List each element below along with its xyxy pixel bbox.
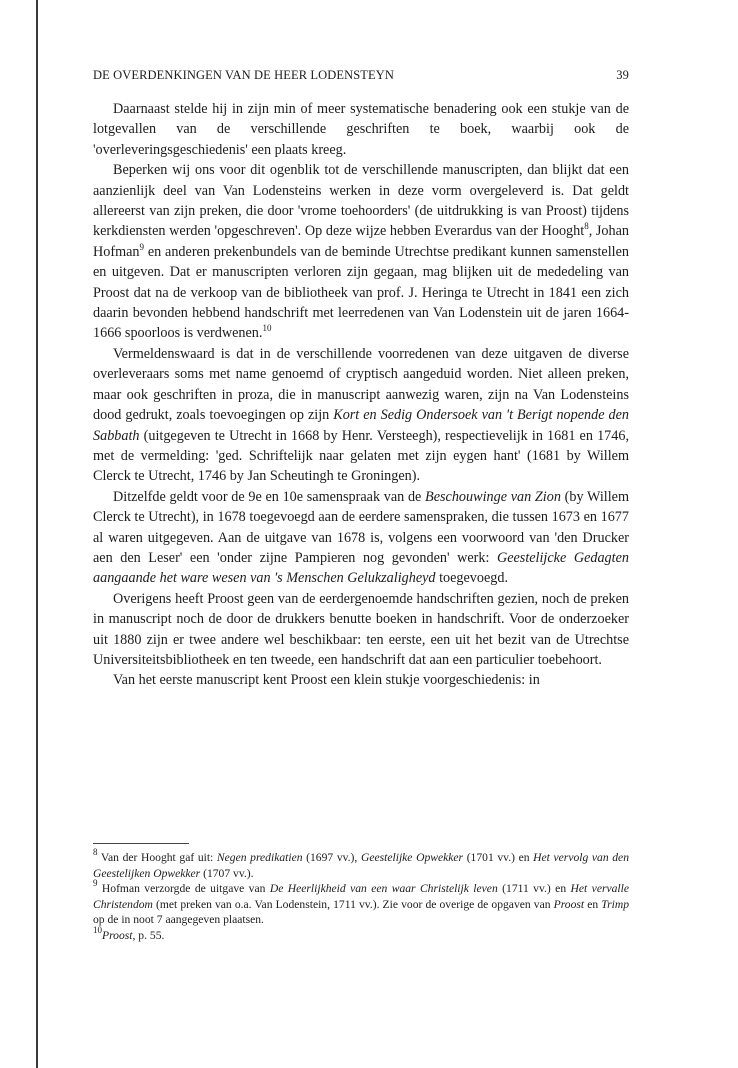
footnote-mark: 9: [93, 878, 98, 889]
page-header: [93, 68, 629, 86]
footnote-ref-9: 9: [139, 241, 144, 252]
page-number: 39: [616, 68, 629, 82]
paragraph-5: Overigens heeft Proost geen van de eerdergenoemde handschriften gezien, noch de preken in manuscript noch de door de drukkers benutte boeken in handschrift. Voor de onderzoeker uit 1880 zijn er twee andere wel beschikbaar: ten eerste, een uit het bezit van de Utrechtse Universiteitsbibliotheek en ten tweede, een handschrift dat aan een particulier toebehoort.: [93, 590, 629, 668]
book-title: Beschouwinge van Zion: [425, 488, 561, 505]
body-text: [93, 99, 629, 691]
running-title: DE OVERDENKINGEN VAN DE HEER LODENSTEYN: [93, 68, 394, 82]
footnotes: [93, 847, 630, 944]
footnote-10: $^{10}$Proost, p. 55.: [93, 924, 165, 942]
footnote-divider: [93, 843, 189, 844]
footnote-8: $^8$ Van der Hooght gaf uit: Negen predikatien (1697 vv.), Geestelijke Opwekker (1701 vv.) en Het vervolg van den Geestelijken Opwekker (1707 vv.).: [93, 847, 630, 880]
paragraph-6: Van het eerste manuscript kent Proost een klein stukje voorgeschiedenis: in: [113, 672, 540, 689]
book-title: Geestelijcke Gedagten aangaande het ware wesen van 's Menschen Gelukzaligheyd: [93, 549, 629, 587]
book-title: Kort en Sedig Ondersoek van 't Berigt nopende den Sabbath: [93, 407, 629, 444]
footnote-mark: 8: [93, 847, 98, 857]
footnote-mark: 10: [93, 924, 102, 935]
paragraph-3: Vermeldenswaard is dat in de verschillende voorredenen van deze uitgaven de diverse overleveraars soms met name genoemd of cryptisch aangeduid worden. Niet alleen preken, maar ook geschriften in proza, die in manuscript aanwezig waren, zijn na Van Lodensteins dood gedrukt, zoals toevoegingen op zijn Kort en Sedig Ondersoek van 't Berigt nopende den Sabbath (uitgegeven te Utrecht in 1668 by Henr. Versteegh), respectievelijk in 1681 en 1746, met de vermelding: 'ged. Schriftelijk naar gelaten met zijn eygen hant' (1681 by Willem Clerck te Utrecht, 1746 by Jan Scheutingh te Groningen).: [93, 345, 629, 485]
footnote-ref-10: 10: [262, 323, 272, 334]
paragraph-2: Beperken wij ons voor dit ogenblik tot de verschillende manuscripten, dan blijkt dat een aanzienlijk deel van Van Lodensteins werken in deze vorm overgeleverd is. Dat geldt allereerst van zijn preken, die door 'vrome toehoorders' (de uitdrukking is van Proost) tijdens kerkdiensten werden 'opgeschreven'. Op deze wijze hebben Everardus van der Hooght$^8$, Johan Hofman$^9$ en anderen prekenbundels van de beminde Utrechtse predikant kunnen samenstellen en uitgeven. Dat er manuscripten verloren zijn gegaan, mag blijken uit de mededeling van Proost dat na de verkoop van de bibliotheek van prof. J. Heringa te Utrecht in 1841 een zich daarin bevonden hebbend handschrift met leerredenen van Van Lodenstein uit de jaren 1664-1666 spoorloos is verdwenen.$^{10}$: [93, 162, 629, 342]
paragraph-4: Ditzelfde geldt voor de 9e en 10e samenspraak van de Beschouwinge van Zion (by Willem Clerck te Utrecht), in 1678 toegevoegd aan de eerdere samenspraken, die tussen 1673 en 1677 al waren uitgegeven. Aan de uitgave van 1678 is, volgens een voorwoord van 'den Drucker aen den Leser' een 'onder zijne Pampieren nog gevonden' werk: Geestelijcke Gedagten aangaande het ware wesen van 's Menschen Gelukzaligheyd toegevoegd.: [93, 488, 629, 587]
paragraph-1: Daarnaast stelde hij in zijn min of meer systematische benadering ook een stukje van de lotgevallen van de verschillende geschriften te boek, waarbij ook de 'overleveringsgeschiedenis' een plaats kreeg.: [93, 101, 629, 158]
footnote-ref-8: 8: [584, 221, 589, 232]
scan-edge-line: [36, 0, 38, 1068]
footnote-9: $^9$ Hofman verzorgde de uitgave van De Heerlijkheid van een waar Christelijk leven (1711 vv.) en Het vervalle Christendom (met preken van o.a. Van Lodenstein, 1711 vv.). Zie voor de overige de opgaven van Proost en Trimp op de in noot 7 aangegeven plaatsen.: [93, 878, 630, 927]
